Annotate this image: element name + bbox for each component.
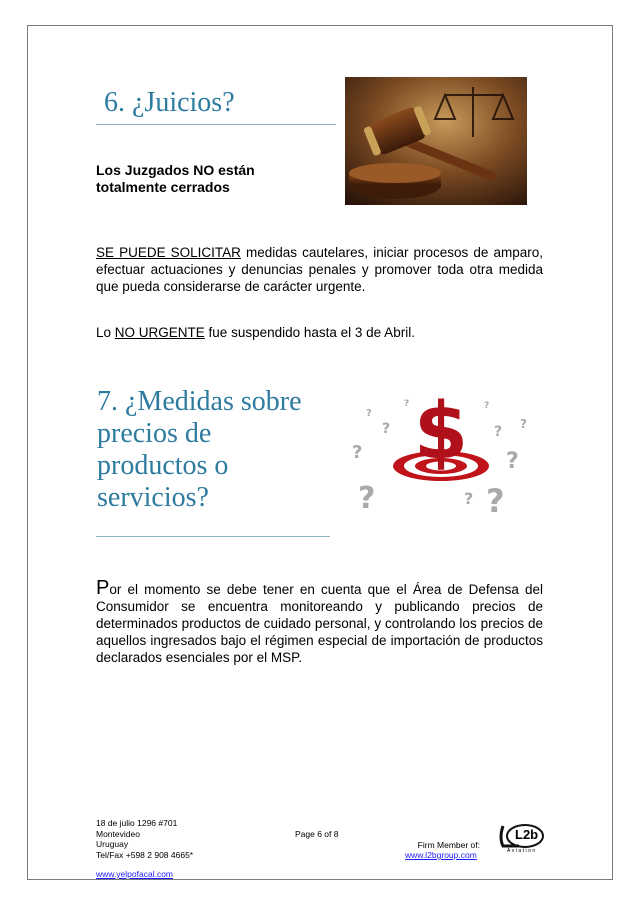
address-line-3: Uruguay bbox=[96, 839, 129, 849]
svg-text:?: ? bbox=[358, 481, 376, 516]
paragraph-1-text: medidas cautelares, iniciar procesos de amparo, efectuar actuaciones y denuncias penales y promover toda otra medida que pueda considerarse de carácter urgente. bbox=[96, 245, 543, 294]
paragraph-medidas-cautelares bbox=[96, 244, 543, 295]
subheading-line-1: Los Juzgados NO están bbox=[96, 162, 255, 178]
svg-text:?: ? bbox=[506, 449, 519, 474]
heading-7-line-2: precios de bbox=[97, 418, 212, 449]
logo-subtext: Aviation bbox=[507, 848, 537, 854]
address-line-1: 18 de julio 1296 #701 bbox=[96, 818, 178, 828]
dollar-target-illustration bbox=[344, 388, 544, 520]
website-link[interactable]: www.yelpofacal.com bbox=[96, 869, 174, 879]
svg-text:?: ? bbox=[404, 399, 410, 409]
svg-text:?: ? bbox=[366, 408, 372, 419]
drop-cap: P bbox=[96, 577, 110, 599]
l2bgroup-link[interactable]: www.l2bgroup.com bbox=[405, 850, 477, 860]
gavel-image bbox=[345, 77, 527, 205]
paragraph-no-urgente bbox=[96, 324, 543, 341]
paragraph-2-before: Lo bbox=[96, 325, 115, 340]
svg-text:?: ? bbox=[382, 421, 391, 437]
section-6-rule bbox=[96, 124, 336, 125]
paragraph-2-after: fue suspendido hasta el 3 de Abril. bbox=[204, 325, 415, 340]
footer-address bbox=[96, 818, 193, 860]
svg-text:$: $ bbox=[413, 388, 469, 477]
page-number: Page 6 of 8 bbox=[295, 829, 339, 839]
underlined-no-urgente: NO URGENTE bbox=[114, 325, 205, 340]
svg-text:?: ? bbox=[494, 424, 503, 440]
subheading-line-2: totalmente cerrados bbox=[96, 179, 230, 195]
dollar-target-image bbox=[344, 388, 544, 520]
paragraph-defensa-consumidor bbox=[96, 577, 543, 666]
gavel-illustration bbox=[345, 77, 527, 205]
section-7-heading bbox=[97, 386, 337, 514]
address-line-4: Tel/Fax +598 2 908 4665* bbox=[96, 849, 194, 860]
section-6-heading: 6. ¿Juicios? bbox=[104, 87, 235, 118]
logo-text: L2b bbox=[515, 827, 539, 842]
svg-text:?: ? bbox=[486, 482, 505, 520]
address-line-2: Montevideo bbox=[96, 828, 140, 839]
paragraph-3-text: or el momento se debe tener en cuenta que el Área de Defensa del Consumidor se encuentra monitoreando y publicando precios de determinados productos de cuidado personal, y controlando los precios de aquellos ingresados bajo el régimen especial de importación de productos declarados esenciales por el MSP. bbox=[96, 582, 543, 665]
svg-text:?: ? bbox=[484, 401, 490, 411]
heading-7-line-4: servicios? bbox=[97, 482, 209, 513]
svg-text:?: ? bbox=[464, 489, 474, 508]
svg-text:?: ? bbox=[352, 442, 363, 463]
section-6-subheading bbox=[96, 162, 255, 196]
svg-text:?: ? bbox=[520, 417, 527, 431]
firm-member-label: Firm Member of: bbox=[417, 840, 480, 850]
l2b-logo bbox=[497, 824, 547, 856]
heading-7-line-1: 7. ¿Medidas sobre bbox=[97, 386, 302, 417]
heading-7-line-3: productos o bbox=[97, 450, 229, 481]
section-7-rule bbox=[96, 536, 330, 537]
underlined-se-puede-solicitar: SE PUEDE SOLICITAR bbox=[96, 245, 241, 260]
